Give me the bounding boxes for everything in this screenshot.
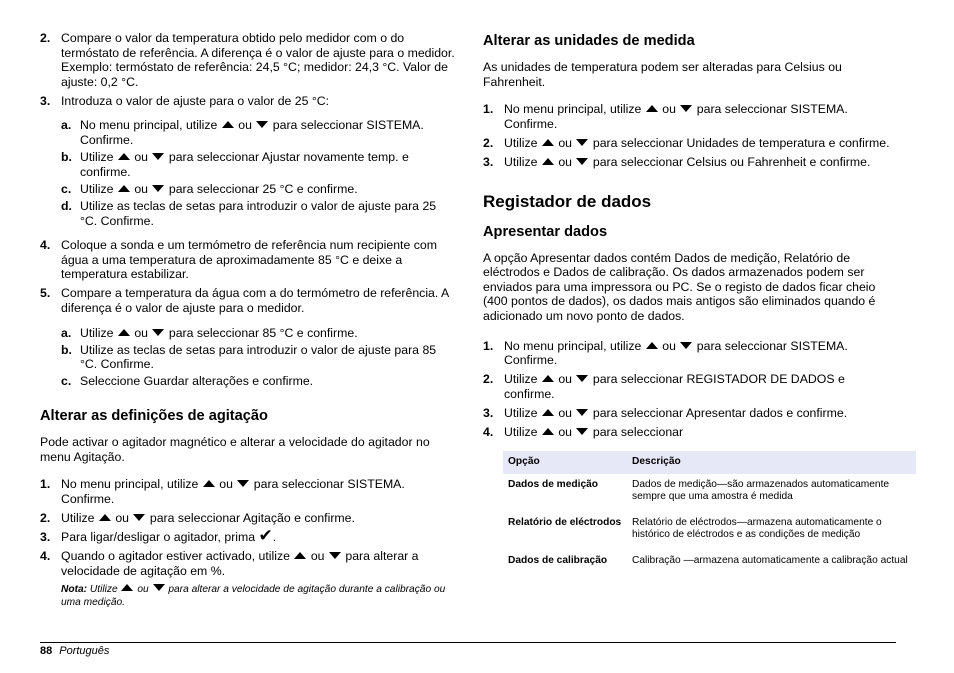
- step-text: para seleccionar: [592, 425, 684, 439]
- or-text: ou: [219, 477, 233, 492]
- step-number: 3.: [483, 405, 494, 420]
- list-item: [483, 425, 898, 440]
- step-letter: c.: [61, 374, 72, 389]
- arrow-down-icon: [329, 552, 341, 559]
- option-cell: Dados de calibração: [508, 554, 608, 566]
- step-letter: d.: [61, 198, 72, 213]
- column-header-option: Opção: [503, 451, 627, 474]
- list-item: [40, 525, 455, 545]
- arrow-down-icon: [152, 185, 164, 192]
- agitation-intro: Pode activar o agitador magnético e alterar a velocidade do agitador no menu Agitação.: [40, 434, 430, 464]
- or-text: ou: [238, 118, 252, 133]
- note-text: Utilize: [89, 583, 118, 595]
- list-item: [40, 238, 455, 282]
- units-intro: As unidades de temperatura podem ser alteradas para Celsius ou Fahrenheit.: [483, 60, 842, 89]
- show-data-intro: A opção Apresentar dados contém Dados de medição, Relatório de eléctrodos e Dados de calibração. Os dados armazenados podem ser enviados para uma impressora ou PC. Se o registo de dados ficar cheio (400 pontos de dados), os dados mais antigos são eliminados quando é adicionado um novo ponto de dados.: [483, 250, 876, 323]
- step-number: 4.: [40, 549, 51, 564]
- left-column: [40, 31, 455, 609]
- list-item: [40, 477, 455, 506]
- step-example: Exemplo: termóstato de referência: 24,5 °C; medidor: 24,3 °C. Valor de ajuste: 0,2 °C.: [61, 60, 448, 89]
- calibration-steps: [40, 31, 455, 108]
- step-text: Para ligar/desligar o agitador, prima: [61, 529, 256, 544]
- or-text: ou: [134, 325, 149, 340]
- arrow-up-icon: [542, 139, 554, 146]
- step-letter: b.: [61, 342, 72, 357]
- sub-steps-85: [40, 326, 455, 389]
- step-text: para seleccionar Celsius ou Fahrenheit e confirme.: [592, 154, 871, 169]
- or-text: ou: [558, 154, 573, 169]
- note-text: para alterar a velocidade de agitação durante a calibração ou uma medição.: [61, 583, 446, 608]
- description-cell: Calibração —armazena automaticamente a calibração actual: [632, 554, 908, 566]
- arrow-down-icon: [153, 584, 165, 591]
- arrow-up-icon: [118, 153, 130, 160]
- arrow-up-icon: [203, 480, 215, 487]
- options-table: [503, 451, 916, 575]
- step-text: No menu principal, utilize: [80, 118, 218, 133]
- step-text: No menu principal, utilize: [504, 102, 642, 117]
- or-text: ou: [137, 583, 149, 595]
- checkmark-icon: ✔: [258, 525, 273, 545]
- step-number: 3.: [40, 529, 51, 544]
- arrow-down-icon: [152, 329, 164, 336]
- list-item: [40, 374, 455, 389]
- list-item: [40, 286, 455, 315]
- right-column: [483, 31, 908, 575]
- step-text: Utilize: [504, 405, 538, 420]
- step-text: Utilize as teclas de setas para introduzir o valor de ajuste para 85 °C. Confirme.: [80, 342, 437, 372]
- arrow-down-icon: [152, 153, 164, 160]
- arrow-down-icon: [576, 158, 588, 165]
- step-text: para seleccionar Unidades de temperatura e confirme.: [592, 135, 890, 150]
- arrow-down-icon: [680, 105, 692, 112]
- step-number: 2.: [483, 135, 494, 150]
- note-label: Nota:: [61, 583, 88, 595]
- column-header-description: Descrição: [627, 451, 916, 474]
- table-header-row: [503, 451, 916, 474]
- description-cell: Relatório de eléctrodos—armazena automaticamente o histórico de eléctrodos e as condições de medição: [632, 516, 882, 541]
- step-letter: c.: [61, 181, 72, 196]
- or-text: ou: [558, 135, 573, 150]
- step-letter: b.: [61, 150, 72, 165]
- step-text: Coloque a sonda e um termómetro de referência num recipiente com água a uma temperatura de aproximadamente 85 °C e deixe a temperatura estabilizar.: [61, 238, 437, 282]
- step-text: No menu principal, utilize: [504, 338, 642, 353]
- or-text: ou: [558, 425, 573, 439]
- or-text: ou: [558, 372, 573, 387]
- list-item: [483, 406, 898, 421]
- step-text: para alterar a velocidade de agitação em %.: [61, 549, 419, 578]
- table-row: [503, 512, 916, 550]
- list-item: [40, 511, 455, 526]
- arrow-up-icon: [542, 409, 554, 416]
- step-number: 5.: [40, 286, 51, 301]
- list-item: [483, 102, 898, 131]
- arrow-down-icon: [576, 409, 588, 416]
- list-item: [483, 372, 898, 401]
- step-text: para seleccionar SISTEMA. Confirme.: [504, 102, 848, 131]
- units-heading: Alterar as unidades de medida: [483, 33, 695, 49]
- list-item: [40, 118, 455, 147]
- arrow-down-icon: [133, 514, 145, 521]
- arrow-down-icon: [237, 480, 249, 487]
- list-item: [40, 549, 455, 578]
- step-number: 4.: [483, 425, 494, 439]
- list-item: [483, 339, 898, 368]
- units-steps: [483, 102, 898, 169]
- page-number: 88: [40, 645, 53, 657]
- step-number: 2.: [40, 31, 51, 45]
- list-item: [40, 182, 455, 197]
- note: [40, 583, 455, 609]
- list-item: [40, 326, 455, 341]
- arrow-up-icon: [542, 428, 554, 435]
- step-text: Compare o valor da temperatura obtido pelo medidor com o do termóstato de referência. A diferença é o valor de ajuste para o medidor.: [61, 31, 455, 60]
- agitation-steps: [40, 477, 455, 578]
- step-text: para seleccionar 25 °C e confirme.: [168, 181, 358, 196]
- step-text: para seleccionar SISTEMA. Confirme.: [80, 118, 424, 148]
- option-cell: Relatório de eléctrodos: [508, 516, 622, 528]
- arrow-down-icon: [576, 139, 588, 146]
- step-text: para seleccionar Apresentar dados e confirme.: [592, 405, 848, 420]
- step-text: Utilize: [80, 325, 114, 340]
- or-text: ou: [310, 549, 325, 564]
- step-text: Utilize: [80, 150, 114, 165]
- step-letter: a.: [61, 325, 72, 340]
- step-text: Compare a temperatura da água com a do termómetro de referência. A diferença é o valor de ajuste para o medidor.: [61, 286, 449, 315]
- step-text: Introduza o valor de ajuste para o valor de 25 °C:: [61, 93, 330, 108]
- step-text: Utilize: [80, 181, 114, 196]
- arrow-up-icon: [121, 584, 133, 591]
- step-text: para seleccionar SISTEMA. Confirme.: [61, 477, 405, 506]
- step-text: Seleccione Guardar alterações e confirme.: [80, 374, 314, 389]
- step-tail: .: [272, 529, 277, 544]
- page-footer: [40, 642, 896, 658]
- option-cell: Dados de medição: [508, 479, 599, 490]
- step-text: Utilize: [61, 510, 95, 525]
- arrow-up-icon: [294, 552, 306, 559]
- step-text: para seleccionar Ajustar novamente temp. e confirme.: [80, 150, 409, 179]
- list-item: [40, 199, 455, 228]
- or-text: ou: [134, 181, 149, 196]
- step-number: 1.: [40, 477, 51, 492]
- calibration-steps-continued: [40, 238, 455, 315]
- description-cell: Dados de medição—são armazenados automaticamente sempre que uma amostra é medida: [632, 479, 890, 503]
- step-text: Utilize: [504, 154, 538, 169]
- step-text: para seleccionar SISTEMA. Confirme.: [504, 338, 848, 368]
- step-number: 2.: [483, 372, 494, 387]
- table-row: [503, 474, 916, 512]
- list-item: [483, 136, 898, 151]
- or-text: ou: [662, 338, 676, 353]
- step-text: Utilize: [504, 135, 538, 150]
- step-number: 3.: [483, 154, 494, 169]
- or-text: ou: [134, 150, 149, 165]
- step-number: 4.: [40, 238, 51, 253]
- step-letter: a.: [61, 118, 72, 133]
- or-text: ou: [662, 102, 676, 117]
- table-row: [503, 550, 916, 575]
- or-text: ou: [558, 405, 573, 420]
- arrow-up-icon: [646, 105, 658, 112]
- list-item: [40, 31, 455, 89]
- or-text: ou: [115, 510, 130, 525]
- step-number: 1.: [483, 338, 494, 353]
- arrow-up-icon: [99, 514, 111, 521]
- arrow-down-icon: [576, 375, 588, 382]
- arrow-up-icon: [646, 342, 658, 349]
- step-number: 3.: [40, 93, 51, 108]
- arrow-down-icon: [680, 342, 692, 349]
- list-item: [40, 94, 455, 109]
- show-data-steps: [483, 339, 898, 440]
- step-text: Utilize: [504, 372, 538, 387]
- step-number: 2.: [40, 510, 51, 525]
- step-number: 1.: [483, 102, 494, 117]
- step-text: Utilize: [504, 425, 538, 439]
- footer-language: Português: [59, 645, 110, 657]
- step-text: para seleccionar 85 °C e confirme.: [168, 325, 358, 340]
- step-text: para seleccionar REGISTADOR DE DADOS e confirme.: [504, 372, 845, 401]
- show-data-heading: Apresentar dados: [483, 223, 608, 240]
- arrow-up-icon: [542, 158, 554, 165]
- arrow-up-icon: [542, 375, 554, 382]
- arrow-down-icon: [256, 121, 268, 128]
- list-item: [40, 150, 455, 179]
- logger-heading: Registador de dados: [483, 191, 652, 211]
- arrow-up-icon: [118, 329, 130, 336]
- step-text: Quando o agitador estiver activado, utilize: [61, 549, 290, 564]
- step-text: No menu principal, utilize: [61, 477, 199, 492]
- sub-steps-25: [40, 118, 455, 228]
- list-item: [40, 343, 455, 372]
- agitation-heading: Alterar as definições de agitação: [40, 407, 268, 424]
- arrow-up-icon: [222, 121, 234, 128]
- arrow-up-icon: [118, 185, 130, 192]
- arrow-down-icon: [576, 428, 588, 435]
- step-text: Utilize as teclas de setas para introduzir o valor de ajuste para 25 °C. Confirme.: [80, 198, 437, 228]
- list-item: [483, 155, 898, 170]
- step-text: para seleccionar Agitação e confirme.: [149, 510, 355, 525]
